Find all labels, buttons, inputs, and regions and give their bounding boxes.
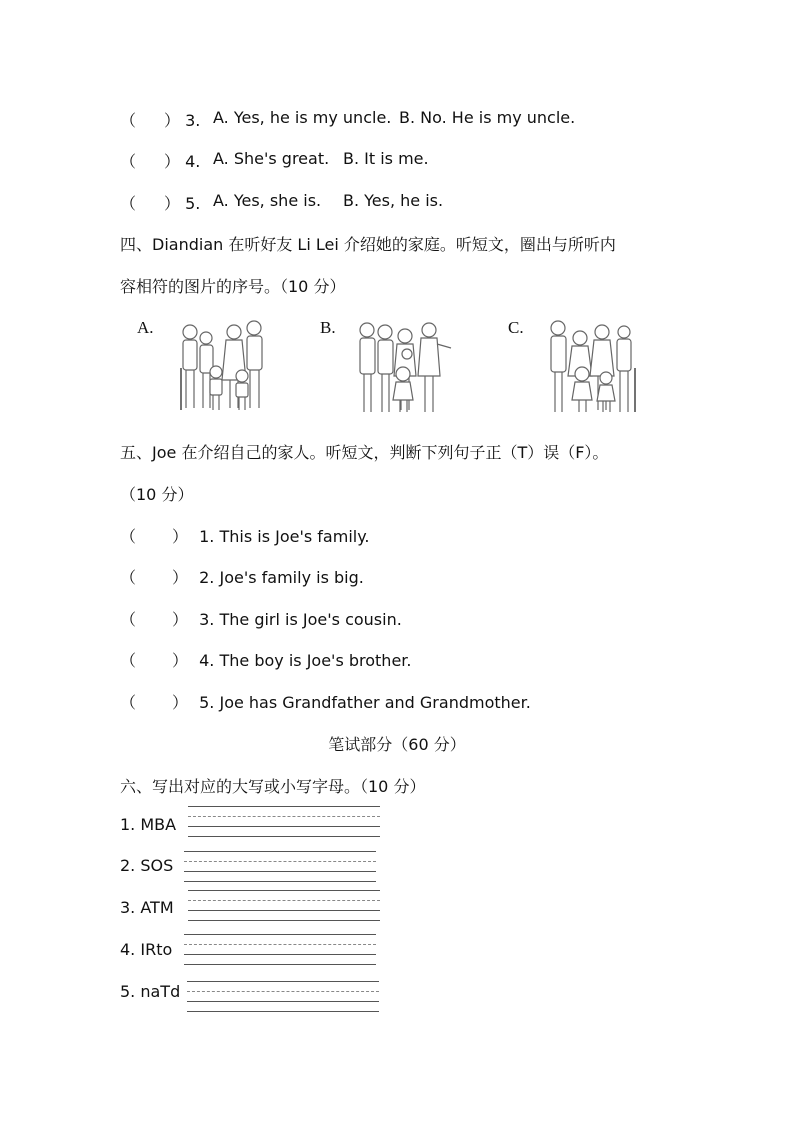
writing-lines-4[interactable]: [184, 934, 376, 964]
tf-statement: 3. The girl is Joe's cousin.: [199, 610, 402, 629]
tf-item-1: [120, 524, 369, 547]
writing-lines-1[interactable]: [188, 806, 380, 836]
writing-lines-2[interactable]: [184, 851, 376, 881]
item-number: 5.: [185, 194, 201, 213]
option-a-label[interactable]: A.: [137, 318, 154, 337]
tf-statement: 2. Joe's family is big.: [199, 568, 364, 587]
tf-item-4: [120, 648, 411, 671]
tf-statement: 1. This is Joe's family.: [199, 527, 370, 546]
family-picture-c[interactable]: [546, 318, 638, 416]
answer-blank[interactable]: （ ）: [120, 693, 189, 712]
option-b-label[interactable]: B.: [320, 318, 336, 337]
section5-title: 五、Joe 在介绍自己的家人。听短文，判断下列句子正（T）误（F）。: [120, 443, 609, 462]
option-c-label[interactable]: C.: [508, 318, 524, 337]
letter-item-2: 2. SOS: [120, 856, 174, 875]
option-b: B. No. He is my uncle.: [399, 108, 576, 127]
item-number: 3.: [185, 111, 201, 130]
writing-lines-5[interactable]: [187, 981, 379, 1011]
written-section-header: 笔试部分（60 分）: [328, 735, 466, 754]
section4-title: 四、Diandian 在听好友 Li Lei 介绍她的家庭。听短文，圈出与所听内: [120, 235, 616, 254]
letter-item-3: 3. ATM: [120, 898, 174, 917]
answer-blank[interactable]: （ ）: [120, 610, 189, 629]
writing-lines-3[interactable]: [188, 890, 380, 920]
q3-item-3: [120, 108, 200, 131]
tf-item-5: [120, 690, 531, 713]
tf-item-2: [120, 565, 364, 588]
answer-blank[interactable]: （ ）: [120, 527, 189, 546]
item-number: 4.: [185, 152, 201, 171]
section6-title: 六、写出对应的大写或小写字母。（10 分）: [120, 777, 426, 796]
tf-statement: 4. The boy is Joe's brother.: [199, 651, 412, 670]
family-picture-a[interactable]: [178, 318, 268, 414]
option-b: B. Yes, he is.: [343, 191, 444, 210]
section5-title-cont: （10 分）: [120, 485, 194, 504]
answer-blank[interactable]: （ ）: [120, 651, 189, 670]
q3-item-5: [120, 191, 200, 214]
answer-blank[interactable]: （ ）: [120, 568, 189, 587]
letter-item-4: 4. IRto: [120, 940, 173, 959]
letter-item-5: 5. naTd: [120, 982, 181, 1001]
family-picture-b[interactable]: [355, 318, 455, 416]
tf-item-3: [120, 607, 402, 630]
section4-title-cont: 容相符的图片的序号。（10 分）: [120, 277, 346, 296]
answer-blank[interactable]: （ ）: [120, 194, 181, 213]
option-a: A. She's great.: [213, 149, 330, 168]
option-b: B. It is me.: [343, 149, 429, 168]
answer-blank[interactable]: （ ）: [120, 152, 181, 171]
option-a: A. Yes, he is my uncle.: [213, 108, 392, 127]
letter-item-1: 1. MBA: [120, 815, 177, 834]
tf-statement: 5. Joe has Grandfather and Grandmother.: [199, 693, 531, 712]
option-a: A. Yes, she is.: [213, 191, 322, 210]
q3-item-4: [120, 149, 200, 172]
answer-blank[interactable]: （ ）: [120, 111, 181, 130]
